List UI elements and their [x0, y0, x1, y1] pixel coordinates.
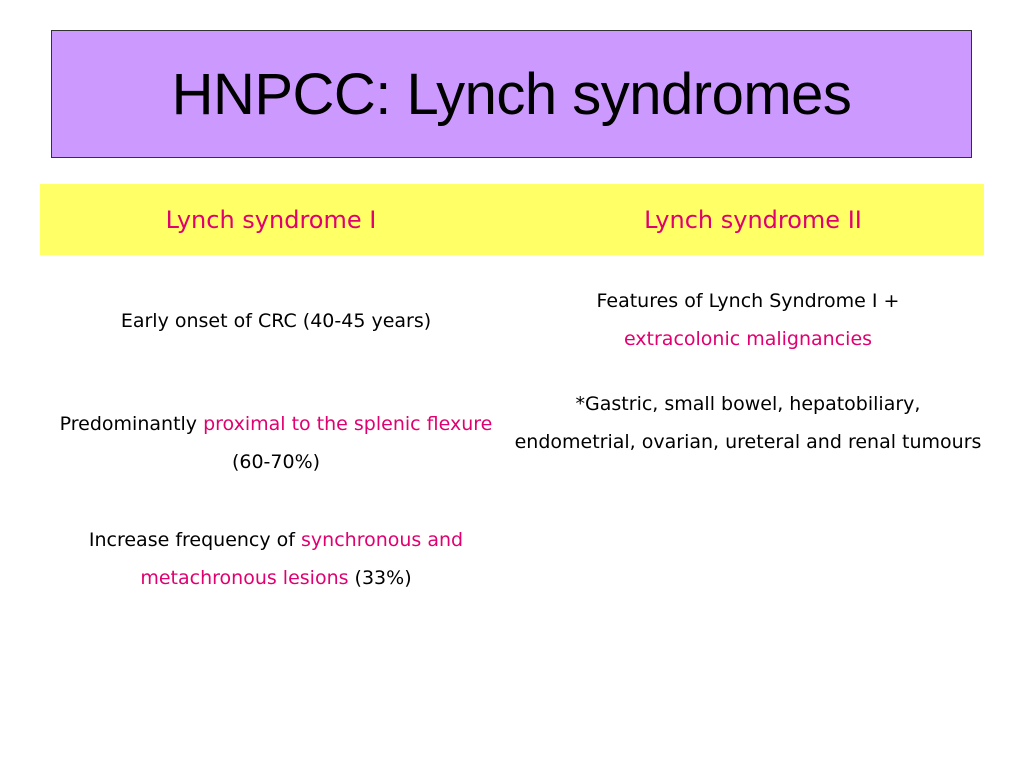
ls2-features-cell [512, 282, 984, 358]
ls1-location-cell [40, 405, 512, 481]
ls1-lesions-cell [40, 521, 512, 597]
ls1-lesions-highlight: synchronous and metachronous lesions [140, 529, 464, 589]
ls2-features-prefix: Features of Lynch Syndrome I + [596, 290, 900, 312]
ls2-tumours-text: *Gastric, small bowel, hepatobiliary, endometrial, ovarian, ureteral and renal tumours [514, 393, 982, 453]
ls1-early-onset-cell [40, 302, 512, 340]
ls2-features-highlight: extracolonic malignancies [623, 328, 873, 350]
ls1-location-suffix: (60-70%) [231, 451, 321, 473]
header-lynch-syndrome-2: Lynch syndrome II [644, 205, 862, 234]
ls1-early-onset-text: Early onset of CRC (40-45 years) [120, 310, 432, 332]
table-header-row [40, 184, 984, 255]
slide-title: HNPCC: Lynch syndromes [171, 61, 852, 127]
ls1-location-prefix: Predominantly [59, 413, 204, 435]
ls1-lesions-suffix: (33%) [348, 567, 412, 589]
ls1-location-highlight: proximal to the splenic flexure [203, 413, 493, 435]
title-box [51, 30, 972, 158]
ls2-tumours-cell [512, 385, 984, 461]
header-lynch-syndrome-1: Lynch syndrome I [165, 205, 377, 234]
ls1-lesions-prefix: Increase frequency of [88, 529, 302, 551]
